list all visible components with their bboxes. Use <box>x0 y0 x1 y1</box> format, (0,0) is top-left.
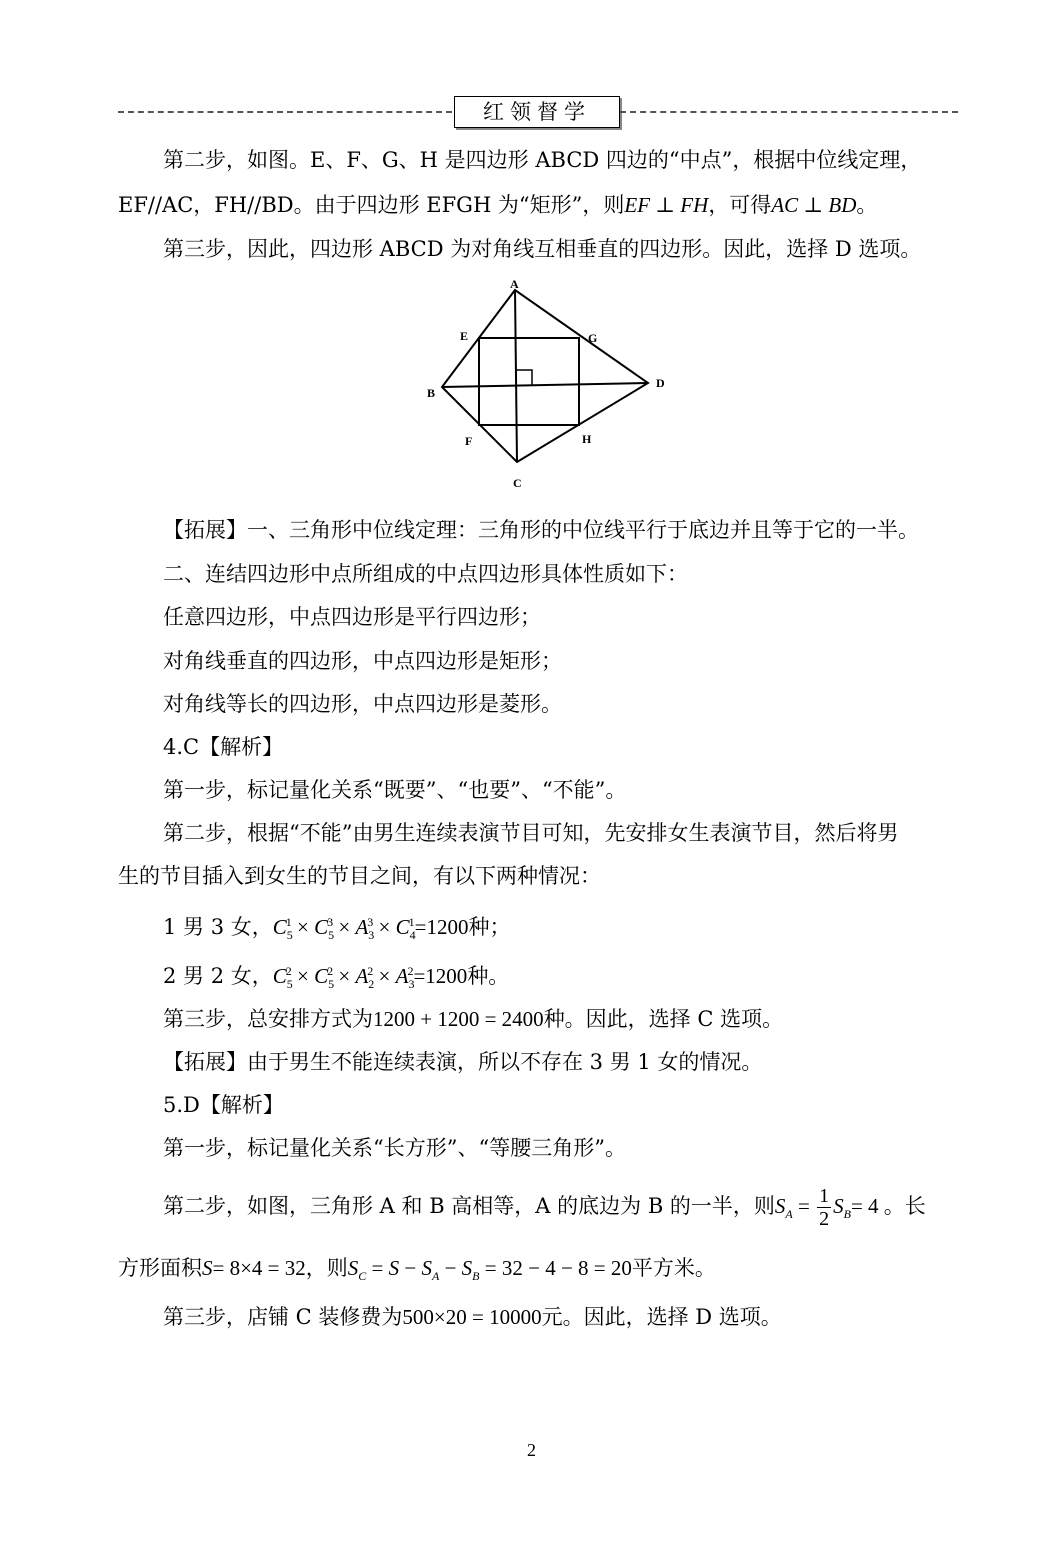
formula-line: 方形面积S= 8×4 = 32，则$S_C = S - S_A - S_B = 32 - 4 - 8 = 20$平方米。 <box>118 1256 716 1284</box>
paragraph: 任意四边形，中点四边形是平行四边形； <box>163 605 541 629</box>
header-title: 红领督学 <box>454 96 620 128</box>
quadrilateral-abcd <box>442 290 648 462</box>
label-d: D <box>656 376 665 390</box>
label-f: F <box>465 434 473 448</box>
paragraph: 对角线等长的四边形，中点四边形是菱形。 <box>163 692 562 716</box>
formula-line: 2 男 2 女，$C_5^2 \times C_5^2 \times A_2^2 \times A_3^2=1200$种。 <box>163 964 510 992</box>
paragraph: 第一步，标记量化关系“既要”、“也要”、“不能”。 <box>163 778 627 802</box>
paragraph: 4.C【解析】 <box>163 735 284 759</box>
label-b: B <box>427 386 436 400</box>
paragraph: 第一步，标记量化关系“长方形”、“等腰三角形”。 <box>163 1136 626 1160</box>
fraction: $\frac{1}{2}$ <box>819 1185 830 1230</box>
paragraph: 第三步，总安排方式为1200 + 1200 = 2400种。因此，选择 C 选项。 <box>163 1007 784 1031</box>
midpoint-rectangle-efgh <box>479 338 579 425</box>
formula-line: 1 男 3 女，$C_5^1 \times C_5^3 \times A_3^3 \times C_4^1=1200$种； <box>163 915 511 943</box>
label-e: E <box>460 329 469 343</box>
label-c: C <box>513 476 522 490</box>
paragraph: 生的节目插入到女生的节目之间，有以下两种情况： <box>118 864 601 888</box>
label-a: A <box>510 277 519 291</box>
label-h: H <box>582 432 592 446</box>
right-angle-marker <box>516 370 532 385</box>
quadrilateral-diagram <box>420 275 680 495</box>
formula-line: 第二步，如图，三角形 A 和 B 高相等，A 的底边为 B 的一半，则$S_A$ = $\frac{1}{2}$ $S_B= 4$ 。长 <box>163 1185 926 1230</box>
paragraph: EF//AC，FH//BD。由于四边形 EFGH 为“矩形”，则EF ⊥ FH，可得AC ⊥ BD。 <box>118 193 878 217</box>
page-number: 2 <box>527 1440 536 1460</box>
paragraph: 【拓展】一、三角形中位线定理：三角形的中位线平行于底边并且等于它的一半。 <box>163 518 919 542</box>
paragraph: 第二步，根据“不能”由男生连续表演节目可知，先安排女生表演节目，然后将男 <box>163 821 899 845</box>
header-divider-right <box>620 111 958 113</box>
diagonal-ac <box>515 290 517 462</box>
paragraph: 二、连结四边形中点所组成的中点四边形具体性质如下： <box>163 562 688 586</box>
page-header <box>118 94 958 130</box>
header-divider-left <box>118 111 452 113</box>
diagonal-bd <box>442 383 648 387</box>
paragraph: 对角线垂直的四边形，中点四边形是矩形； <box>163 649 562 673</box>
paragraph: 【拓展】由于男生不能连续表演，所以不存在 3 男 1 女的情况。 <box>163 1050 763 1074</box>
paragraph: 第三步，因此，四边形 ABCD 为对角线互相垂直的四边形。因此，选择 D 选项。 <box>163 237 922 261</box>
paragraph: 第二步，如图。E、F、G、H 是四边形 ABCD 四边的“中点”，根据中位线定理， <box>163 148 922 172</box>
paragraph: 5.D【解析】 <box>163 1093 284 1117</box>
label-g: G <box>588 331 598 345</box>
paragraph: 第三步，店铺 C 装修费为500×20 = 10000元。因此，选择 D 选项。 <box>163 1305 782 1329</box>
